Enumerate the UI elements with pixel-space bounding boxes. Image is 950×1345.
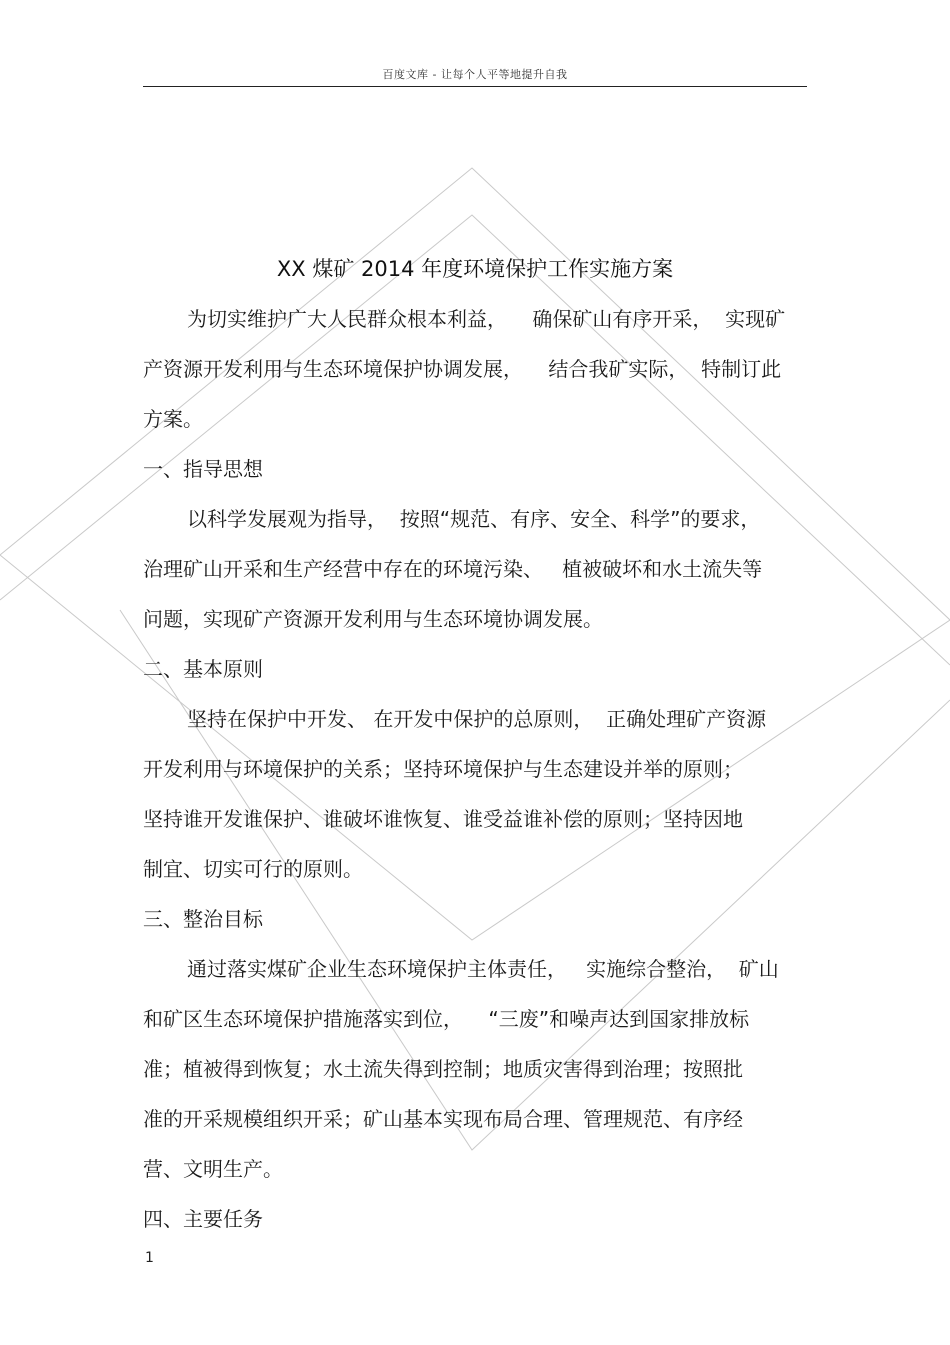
page-header: 百度文库 - 让每个人平等地提升自我 bbox=[382, 68, 568, 81]
body-line: 坚持谁开发谁保护、谁破坏谁恢复、谁受益谁补偿的原则；坚持因地 bbox=[143, 807, 743, 831]
body-line: 坚持在保护中开发、 在开发中保护的总原则， 正确处理矿产资源 bbox=[187, 707, 767, 731]
body-line: 通过落实煤矿企业生态环境保护主体责任， 实施综合整治， 矿山 bbox=[187, 957, 779, 981]
body-line: 为切实维护广大人民群众根本利益， 确保矿山有序开采， 实现矿 bbox=[187, 307, 786, 331]
body-line: 治理矿山开采和生产经营中存在的环境污染、 植被破坏和水土流失等 bbox=[143, 557, 763, 581]
body-line: 开发利用与环境保护的关系；坚持环境保护与生态建设并举的原则； bbox=[143, 757, 743, 781]
body-line: 营、文明生产。 bbox=[143, 1157, 283, 1181]
body-line: 问题，实现矿产资源开发利用与生态环境协调发展。 bbox=[143, 607, 603, 631]
document-body bbox=[143, 294, 807, 1244]
page-number: 1 bbox=[145, 1250, 154, 1266]
section-heading-main-tasks: 四、主要任务 bbox=[143, 1207, 263, 1231]
section-heading-remediation-goals: 三、整治目标 bbox=[143, 907, 263, 931]
body-line: 方案。 bbox=[143, 407, 203, 431]
body-line: 制宜、切实可行的原则。 bbox=[143, 857, 363, 881]
body-line: 和矿区生态环境保护措施落实到位， “三废”和噪声达到国家排放标 bbox=[143, 1007, 750, 1031]
body-line: 产资源开发利用与生态环境保护协调发展， 结合我矿实际， 特制订此 bbox=[143, 357, 782, 381]
section-heading-basic-principles: 二、基本原则 bbox=[143, 657, 263, 681]
header-divider bbox=[143, 86, 807, 87]
body-line: 准的开采规模组织开采；矿山基本实现布局合理、管理规范、有序经 bbox=[143, 1107, 743, 1131]
body-line: 准；植被得到恢复；水土流失得到控制；地质灾害得到治理；按照批 bbox=[143, 1057, 743, 1081]
body-line: 以科学发展观为指导， 按照“规范、有序、安全、科学”的要求， bbox=[187, 507, 761, 531]
document-title: XX 煤矿 2014 年度环境保护工作实施方案 bbox=[276, 257, 674, 281]
section-heading-guiding-ideology: 一、指导思想 bbox=[143, 457, 263, 481]
